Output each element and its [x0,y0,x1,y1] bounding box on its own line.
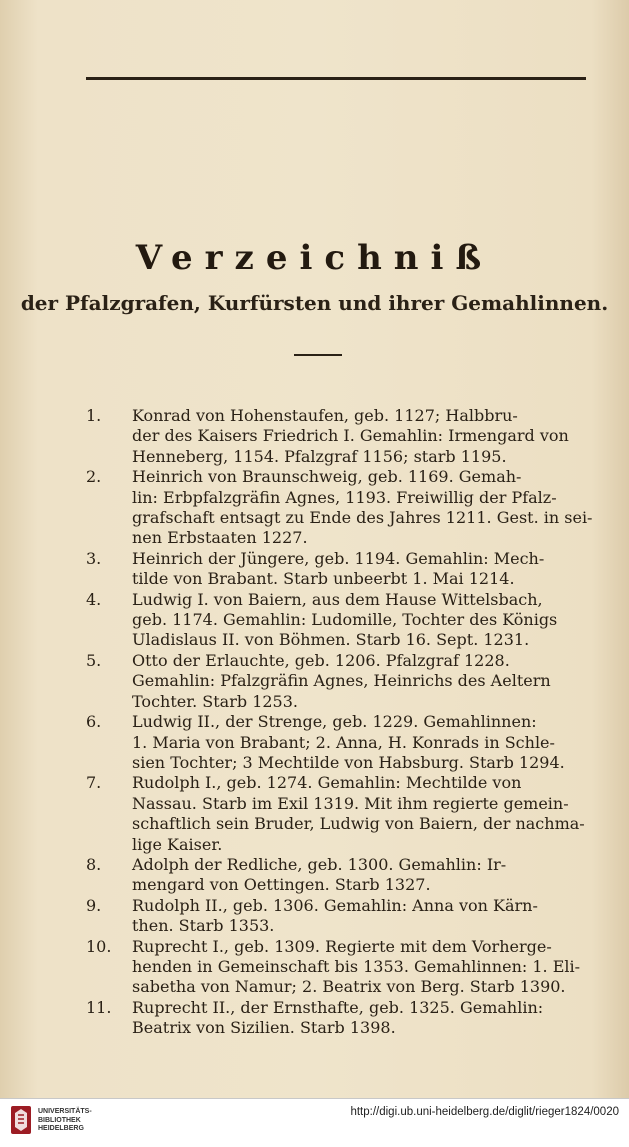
entry-number: 11. [86,997,112,1017]
list-item [86,896,622,937]
entry-line: Nassau. Starb im Exil 1319. Mit ihm regierte gemein- [132,793,569,813]
entry-line: 1. Maria von Brabant; 2. Anna, H. Konrads in Schle- [132,732,555,752]
list-item [86,855,622,896]
entry-line: Ruprecht I., geb. 1309. Regierte mit dem Vorherge- [132,936,552,956]
entry-line: Heinrich von Braunschweig, geb. 1169. Gemah- [132,467,522,487]
page-title: Verzeichniß [135,238,494,278]
entry-number: 7. [86,773,102,793]
list-item [86,998,622,1039]
entry-number: 6. [86,712,102,732]
top-rule [86,77,586,80]
entry-line: Uladislaus II. von Böhmen. Starb 16. Sept. 1231. [132,630,530,650]
entry-line: sabetha von Namur; 2. Beatrix von Berg. Starb 1390. [132,977,566,997]
list-item [86,937,622,998]
entry-line: Otto der Erlauchte, geb. 1206. Pfalzgraf 1228. [132,650,510,670]
library-line: HEIDELBERG [38,1125,84,1132]
entry-line: then. Starb 1353. [132,916,275,936]
entry-text [132,937,622,998]
library-name [38,1108,92,1134]
entry-text [132,896,622,937]
entry-line: grafschaft entsagt zu Ende des Jahres 1211. Gest. in sei- [132,508,593,528]
entry-number: 4. [86,589,102,609]
entry-number: 2. [86,467,102,487]
entry-line: nen Erbstaaten 1227. [132,528,308,548]
entry-line: Rudolph II., geb. 1306. Gemahlin: Anna von Kärn- [132,895,538,915]
entry-line: Ludwig I. von Baiern, aus dem Hause Wittelsbach, [132,589,543,609]
entry-list [86,406,622,1039]
entry-line: Henneberg, 1154. Pfalzgraf 1156; starb 1195. [132,446,507,466]
entry-line: lin: Erbpfalzgräfin Agnes, 1193. Freiwillig der Pfalz- [132,487,557,507]
entry-number: 9. [86,895,102,915]
entry-number: 5. [86,650,102,670]
entry-number: 8. [86,854,102,874]
entry-text [132,467,622,549]
entry-line: Ruprecht II., der Ernsthafte, geb. 1325. Gemahlin: [132,997,544,1017]
library-line: UNIVERSITÄTS- [38,1108,92,1115]
entry-text [132,712,622,773]
list-item [86,773,622,855]
entry-line: Rudolph I., geb. 1274. Gemahlin: Mechtilde von [132,773,522,793]
source-url-link[interactable]: http://digi.ub.uni-heidelberg.de/diglit/rieger1824/0020 [350,1106,619,1118]
list-item [86,712,622,773]
entry-number: 1. [86,406,102,425]
entry-line: Ludwig II., der Strenge, geb. 1229. Gemahlinnen: [132,712,537,732]
entry-line: Adolph der Redliche, geb. 1300. Gemahlin: Ir- [132,854,507,874]
list-item [86,651,622,712]
entry-text [132,549,622,590]
entry-line: lige Kaiser. [132,834,223,854]
list-item [86,549,622,590]
entry-number: 10. [86,936,112,956]
entry-text [132,406,622,467]
page-subtitle: der Pfalzgrafen, Kurfürsten und ihrer Gemahlinnen. [20,291,609,315]
entry-line: der des Kaisers Friedrich I. Gemahlin: Irmengard von [132,426,569,446]
entry-line: Beatrix von Sizilien. Starb 1398. [132,1018,396,1038]
entry-line: Tochter. Starb 1253. [132,691,298,711]
entry-line: tilde von Brabant. Starb unbeerbt 1. Mai 1214. [132,569,515,589]
entry-line: mengard von Oettingen. Starb 1327. [132,875,431,895]
list-item [86,406,622,467]
entry-text [132,998,622,1039]
entry-text [132,855,622,896]
entry-line: sien Tochter; 3 Mechtilde von Habsburg. Starb 1294. [132,752,565,772]
entry-text [132,590,622,651]
university-seal-icon [10,1105,32,1135]
library-line: BIBLIOTHEK [38,1116,81,1124]
divider [294,354,342,356]
entry-line: henden in Gemeinschaft bis 1353. Gemahlinnen: 1. Eli- [132,956,581,976]
entry-text [132,651,622,712]
entry-line: Heinrich der Jüngere, geb. 1194. Gemahlin: Mech- [132,548,545,568]
entry-number: 3. [86,548,102,568]
entry-line: Konrad von Hohenstaufen, geb. 1127; Halbbru- [132,406,518,425]
entry-line: schaftlich sein Bruder, Ludwig von Baiern, der nachma- [132,814,585,834]
entry-line: Gemahlin: Pfalzgräfin Agnes, Heinrichs des Aeltern [132,671,551,691]
entry-text [132,773,622,855]
list-item [86,590,622,651]
list-item [86,467,622,549]
entry-line: geb. 1174. Gemahlin: Ludomille, Tochter des Königs [132,610,558,630]
